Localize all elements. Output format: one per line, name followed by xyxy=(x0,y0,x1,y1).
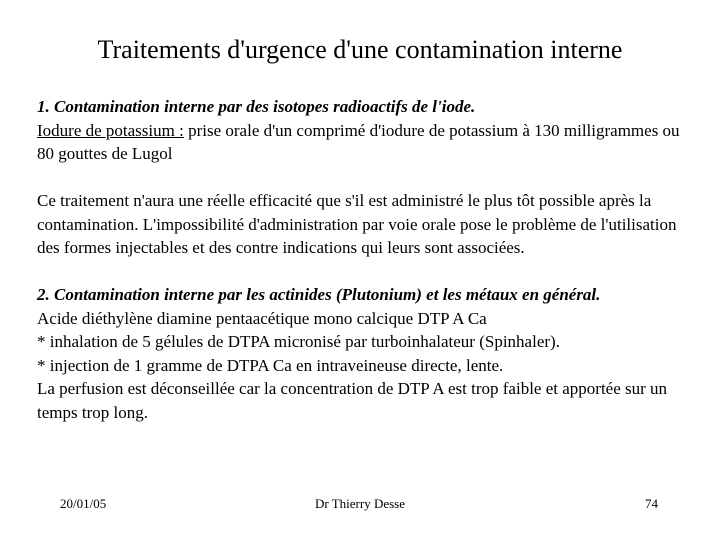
section1-potassium-iodide xyxy=(37,119,687,166)
slide-body xyxy=(37,95,687,424)
slide-title: Traitements d'urgence d'une contamination interne xyxy=(97,35,623,64)
section2-line1: Acide diéthylène diamine pentaacétique mono calcique DTP A Ca xyxy=(37,308,487,328)
spacer xyxy=(37,260,687,284)
section2-line2: * inhalation de 5 gélules de DTPA micronisé par turboinhalateur (Spinhaler). xyxy=(37,332,560,351)
section2-heading: 2. Contamination interne par les actinides (Plutonium) et les métaux en général. xyxy=(37,285,601,304)
footer-author: Dr Thierry Desse xyxy=(314,496,405,511)
footer-page-number: 74 xyxy=(645,496,658,511)
section1-paragraph: Ce traitement n'aura une réelle efficacité que s'il est administré le plus tôt possible après la contamination. L'impossibilité d'administration par voie orale pose le problème de l'utilisation des formes injectables et des contre indications qui leurs sont associées. xyxy=(37,191,677,257)
section1-heading: 1. Contamination interne par des isotopes radioactifs de l'iode. xyxy=(37,97,476,116)
section2-line4: La perfusion est déconseillée car la concentration de DTP A est trop faible et apportée sur un temps trop long. xyxy=(37,379,668,422)
potassium-iodide-text: prise orale d'un comprimé d'iodure de potassium à 130 milligrammes ou 80 gouttes de Lugol xyxy=(37,120,680,163)
potassium-iodide-label: Iodure de potassium : xyxy=(37,120,184,140)
footer-date: 20/01/05 xyxy=(60,496,107,511)
section2-line3: * injection de 1 gramme de DTPA Ca en intraveineuse directe, lente. xyxy=(37,355,504,375)
spacer xyxy=(37,166,687,190)
